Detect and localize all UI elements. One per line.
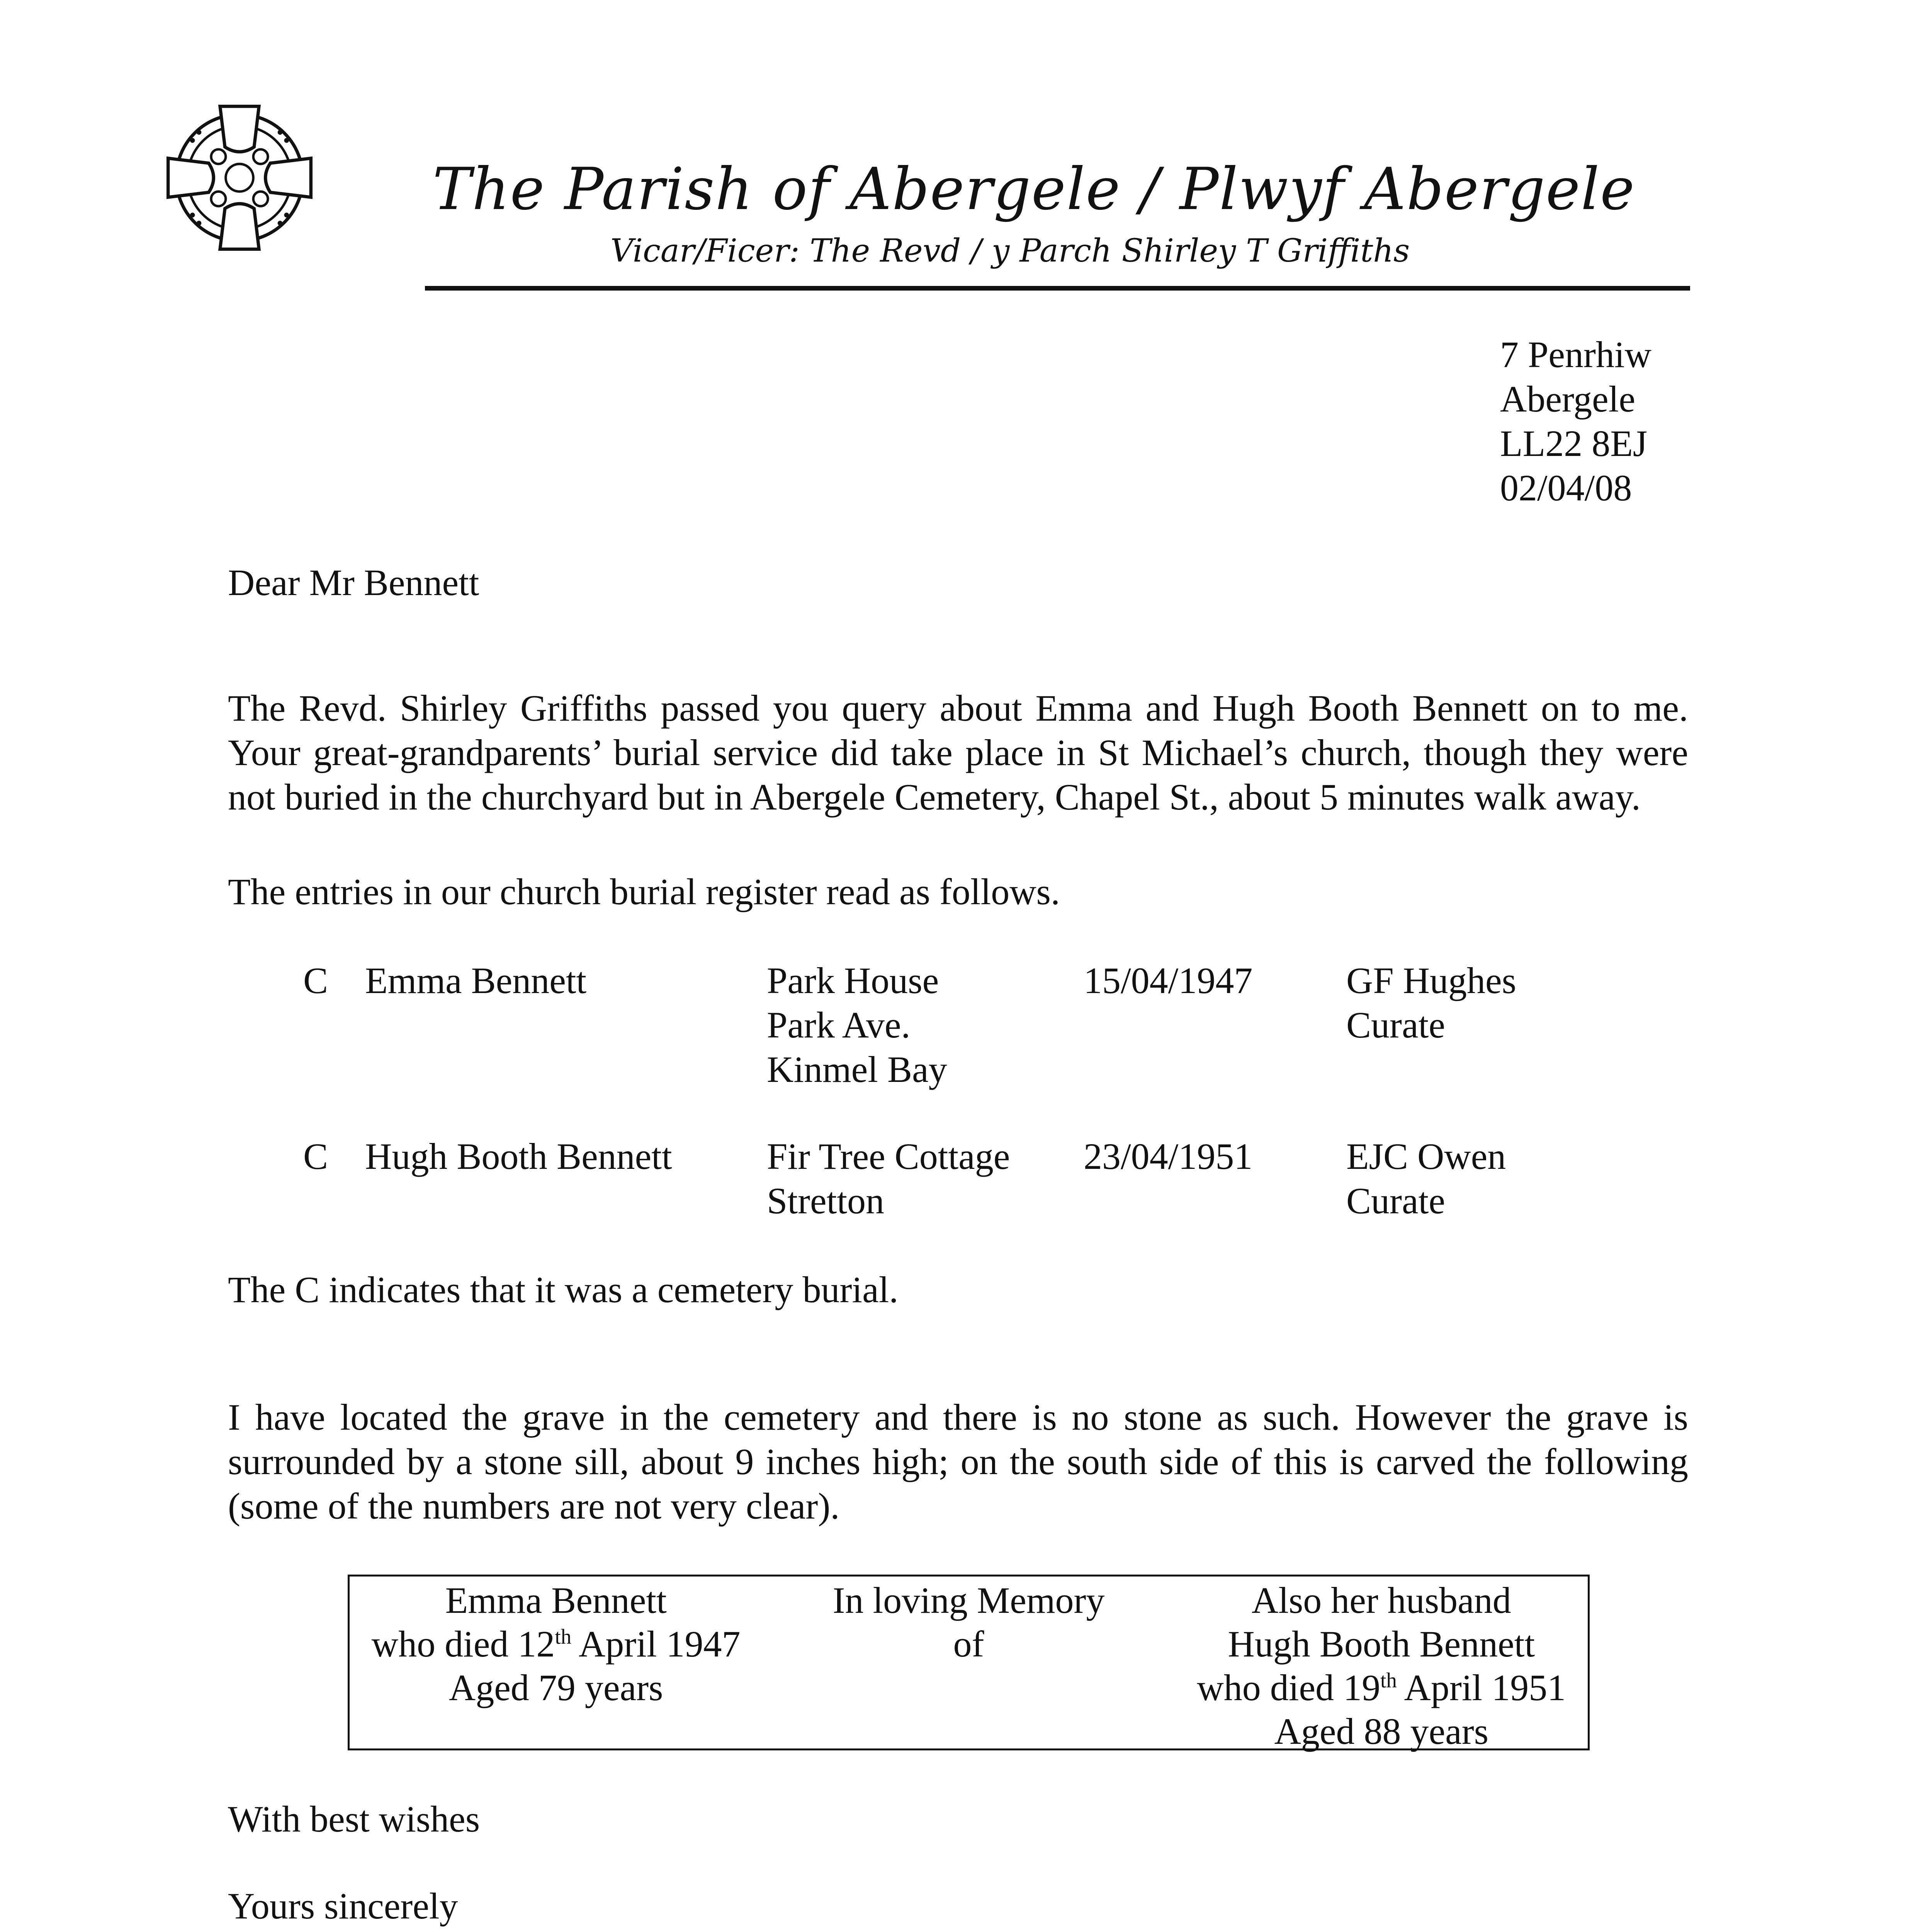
- letterhead-subtitle: Vicar/Ficer: The Revd / y Parch Shirley T Griffiths: [610, 233, 1410, 269]
- memorial-text: who died 12th April 1947: [371, 1623, 741, 1665]
- entry-name: Emma Bennett: [365, 960, 587, 1001]
- closing-wishes: With best wishes: [228, 1798, 480, 1840]
- letterhead-title: The Parish of Abergele / Plwyf Abergele: [433, 156, 1636, 223]
- memorial-text: who died 19th April 1951: [1197, 1667, 1566, 1708]
- memorial-text: In loving Memory: [832, 1580, 1105, 1621]
- address-line: LL22 8EJ: [1500, 423, 1648, 464]
- entry-address-line: Stretton: [767, 1180, 884, 1221]
- entry-address-line: Park Ave.: [767, 1004, 911, 1046]
- entry-date: 23/04/1951: [1084, 1136, 1253, 1177]
- paragraph-register-intro: The entries in our church burial register read as follows.: [228, 871, 1060, 912]
- burial-register-entries: [228, 958, 1696, 1310]
- entry-date: 15/04/1947: [1084, 960, 1253, 1001]
- entry-name: Hugh Booth Bennett: [365, 1136, 672, 1177]
- register-entry: [228, 958, 1696, 1134]
- entry-address-line: Park House: [767, 960, 939, 1001]
- letter-date: 02/04/08: [1500, 467, 1632, 509]
- address-line: 7 Penrhiw: [1500, 334, 1651, 375]
- celtic-cross-icon: [158, 97, 321, 259]
- address-line: Abergele: [1500, 378, 1636, 420]
- paragraph-query: The Revd. Shirley Griffiths passed you query about Emma and Hugh Booth Bennett on to me. Your great-grandparents’ burial service did take place in St Michael’s church, though they were not buried in the churchyard but in Abergele Cemetery, Chapel St., about 5 minutes walk away.: [228, 687, 1688, 818]
- memorial-text: Hugh Booth Bennett: [1228, 1623, 1535, 1665]
- entry-officiant-role: Curate: [1346, 1004, 1445, 1046]
- memorial-text: Aged 88 years: [1274, 1711, 1489, 1752]
- entry-officiant: GF Hughes: [1346, 960, 1517, 1001]
- memorial-text: Also her husband: [1251, 1580, 1511, 1621]
- closing-sincerely: Yours sincerely: [228, 1885, 458, 1927]
- salutation: Dear Mr Bennett: [228, 562, 479, 603]
- memorial-right-column: [1175, 1577, 1588, 1752]
- memorial-center-column: [762, 1577, 1175, 1748]
- entry-officiant-role: Curate: [1346, 1180, 1445, 1221]
- memorial-inscription-box: [348, 1575, 1590, 1750]
- entry-address-line: Fir Tree Cottage: [767, 1136, 1010, 1177]
- memorial-left-column: [350, 1577, 762, 1748]
- entry-address-line: Kinmel Bay: [767, 1049, 947, 1090]
- paragraph-grave: I have located the grave in the cemetery and there is no stone as such. However the grave is surrounded by a stone sill, about 9 inches high; on the south side of this is carved the following (some of the numbers are not very clear).: [228, 1396, 1688, 1527]
- entry-code: C: [303, 960, 328, 1001]
- header-divider: [425, 286, 1690, 291]
- memorial-text: Emma Bennett: [445, 1580, 667, 1621]
- sender-address: [1500, 332, 1651, 510]
- paragraph-c-note: The C indicates that it was a cemetery burial.: [228, 1269, 899, 1310]
- entry-officiant: EJC Owen: [1346, 1136, 1506, 1177]
- entry-code: C: [303, 1136, 328, 1177]
- memorial-text: Aged 79 years: [449, 1667, 663, 1708]
- memorial-text: of: [953, 1623, 984, 1665]
